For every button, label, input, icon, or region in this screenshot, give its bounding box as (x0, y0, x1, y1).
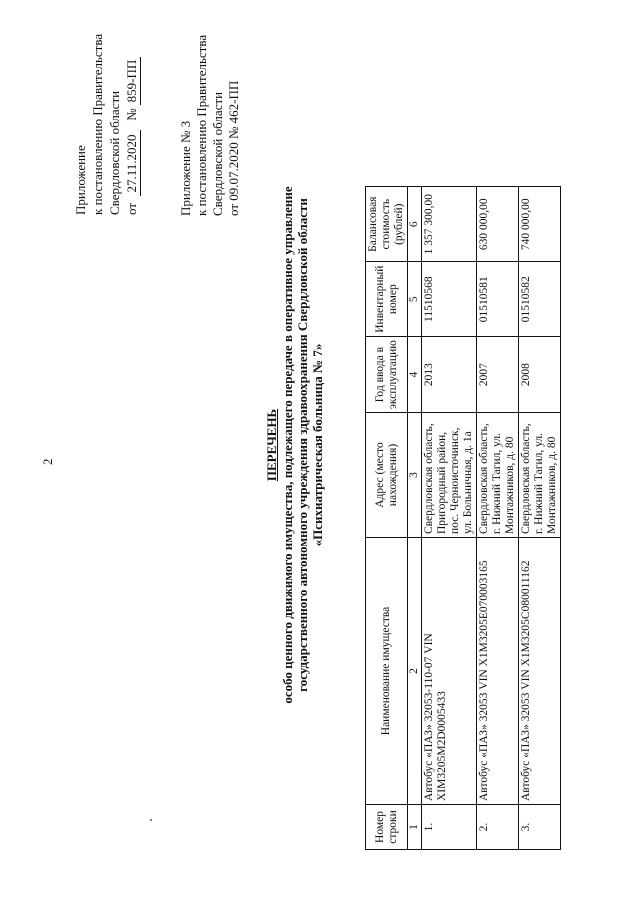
column-number: 2 (408, 538, 422, 805)
column-number: 4 (408, 337, 422, 413)
appendix-line: от 09.07.2020 № 462-ПП (226, 80, 241, 216)
row-number: 3. (519, 805, 561, 850)
inventory-number: 01510581 (477, 262, 519, 337)
column-number: 3 (408, 413, 422, 538)
balance-cost: 740 000,00 (519, 187, 561, 262)
property-address: Свердловская область, г. Нижний Тагил, ул. Монтажников, д. 80 (477, 413, 519, 538)
inventory-number: 11510568 (422, 262, 477, 337)
appendix-line: Свердловской области (210, 91, 225, 216)
title-line: государственного автономного учреждения здравоохранения Свердловской области (295, 198, 310, 692)
column-number: 6 (408, 187, 422, 262)
header-cell: Балансовая стоимость (рублей) (366, 187, 408, 262)
appendix-line: Приложение № 3 (178, 120, 193, 216)
appendix-header (72, 34, 141, 215)
balance-cost: 1 357 300,00 (422, 187, 477, 262)
document-title (264, 135, 325, 755)
page-number: 2 (40, 458, 55, 465)
appendix-line: к постановлению Правительства (90, 33, 105, 215)
title-heading: ПЕРЕЧЕНЬ (264, 408, 279, 482)
commission-year: 2008 (519, 337, 561, 413)
number-label: № (124, 108, 139, 121)
table-header-row (366, 187, 408, 850)
header-cell: Номер строки (366, 805, 408, 850)
header-cell: Год ввода в эксплуатацию (366, 337, 408, 413)
property-address: Свердловская область, г. Нижний Тагил, ул. Монтажников, д. 80 (519, 413, 561, 538)
property-address: Свердловская область, Пригородный район, пос. Черноисточинск, ул. Больничная, д. 1а (422, 413, 477, 538)
property-name: Автобус «ПАЗ» 32053-110-07 VIN XIM3205M2D0005433 (422, 538, 477, 805)
title-line: особо ценного движимого имущества, подлежащего передаче в оперативное управление (280, 186, 295, 704)
row-number: 2. (477, 805, 519, 850)
table-row (422, 187, 477, 850)
commission-year: 2007 (477, 337, 519, 413)
inventory-number: 01510582 (519, 262, 561, 337)
header-cell: Инвентарный номер (366, 262, 408, 337)
from-label: от (124, 202, 139, 215)
row-number: 1. (422, 805, 477, 850)
column-number: 1 (408, 805, 422, 850)
scan-speck (150, 819, 152, 821)
balance-cost: 630 000,00 (477, 187, 519, 262)
appendix-line: к постановлению Правительства (194, 34, 209, 216)
appendix-line: Свердловской области (107, 90, 122, 215)
column-number: 5 (408, 262, 422, 337)
column-number-row (408, 187, 422, 850)
table-row (519, 187, 561, 850)
property-table (365, 186, 561, 850)
appendix-date-line (123, 34, 141, 215)
header-cell: Адрес (место нахождения) (366, 413, 408, 538)
title-line: «Психиатрическая больница № 7» (310, 343, 325, 547)
appendix-line: Приложение (73, 145, 88, 215)
appendix3-header (178, 35, 242, 216)
header-cell: Наименование имущества (366, 538, 408, 805)
decree-number: 859-ПП (123, 57, 141, 105)
property-name: Автобус «ПАЗ» 32053 VIN X1M3205E070003165 (477, 538, 519, 805)
commission-year: 2013 (422, 337, 477, 413)
table-row (477, 187, 519, 850)
property-name: Автобус «ПАЗ» 32053 VIN X1M3205C080011162 (519, 538, 561, 805)
decree-date: 27.11.2020 (123, 130, 141, 196)
